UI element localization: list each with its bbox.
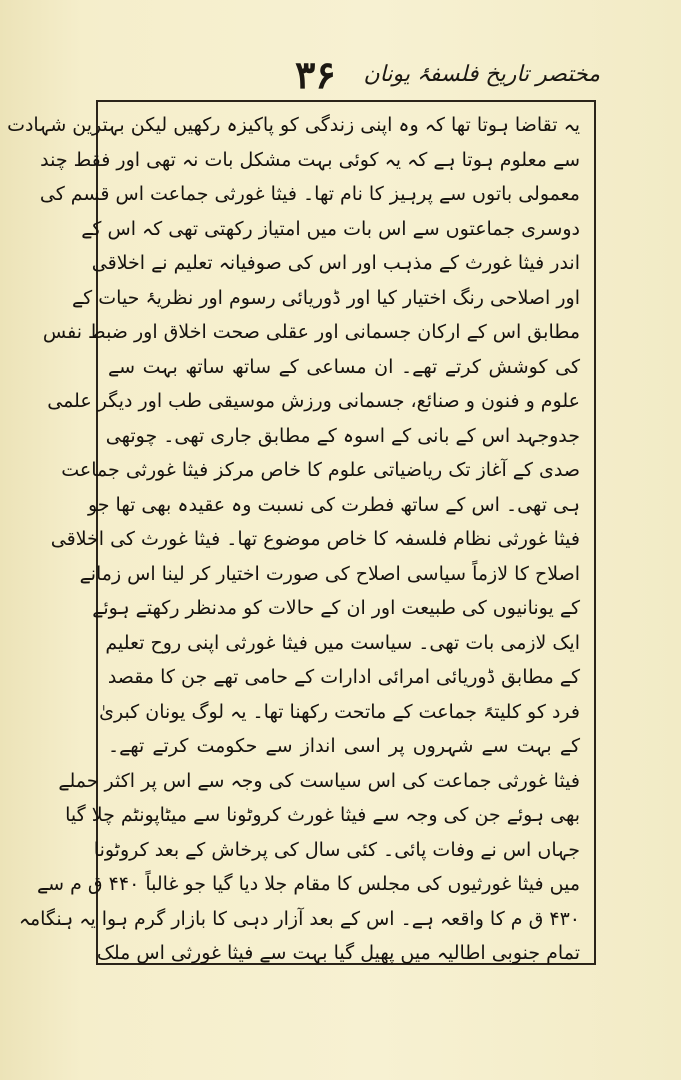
text-block-frame: [7, 100, 596, 965]
text-line: کی کوشش کرتے تھے۔ ان مساعی کے ساتھ ساتھ بہت سے: [108, 355, 580, 378]
running-title: مختصر تاریخ فلسفۂ یونان: [363, 62, 600, 87]
text-line: اصلاح کا لازماً سیاسی اصلاح کی صورت اختیار کر لینا اس زمانے: [79, 562, 580, 585]
text-line: ۴۳۰ ق م کا واقعہ ہے۔ اس کے بعد آزار دہی کا بازار گرم ہوا یہ ہنگامہ: [18, 907, 580, 930]
text-line: دوسری جماعتوں سے اس بات میں امتیاز رکھتی تھی کہ اس کے: [81, 217, 580, 240]
text-line: تمام جنوبی اطالیہ میں پھیل گیا بہت سے فیثا غورثی اس ملک: [96, 942, 580, 964]
text-line: کے بہت سے شہروں پر اسی انداز سے حکومت کرتے تھے۔: [108, 735, 580, 757]
text-line: علوم و فنون و صنائع، جسمانی ورزش موسیقی طب اور دیگر علمی: [47, 390, 580, 412]
text-line: بھی ہوئے جن کی وجہ سے فیثا غورث کروٹونا سے میٹاپونٹم چلا گیا: [65, 804, 580, 826]
text-line: یہ تقاضا ہوتا تھا کہ وہ اپنی زندگی کو پاکیزہ رکھیں لیکن بہترین شہادت: [7, 114, 580, 136]
text-line: سے معلوم ہوتا ہے کہ یہ کوئی بہت مشکل بات نہ تھی اور فقط چند: [40, 148, 580, 171]
page-number: ۳۶: [295, 52, 336, 97]
text-line: ایک لازمی بات تھی۔ سیاست میں فیثا غورثی اپنی روح تعلیم: [105, 631, 580, 654]
text-line: معمولی باتوں سے پرہیز کا نام تھا۔ فیثا غورثی جماعت اس قسم کی: [39, 183, 580, 205]
text-line: جدوجہد اس کے بانی کے اسوہ کے مطابق جاری تھی۔ چوتھی: [105, 424, 580, 447]
text-line: ہی تھی۔ اس کے ساتھ فطرت کی نسبت وہ عقیدہ بھی تھا جو: [87, 493, 580, 516]
text-line: جہاں اس نے وفات پائی۔ کئی سال کی پرخاش کے بعد کروٹونا: [93, 838, 580, 861]
text-line: صدی کے آغاز تک ریاضیاتی علوم کا خاص مرکز فیثا غورثی جماعت: [61, 459, 580, 481]
text-line: فرد کو کلیتہً جماعت کے ماتحت رکھنا تھا۔ یہ لوگ یونان کبریٰ: [99, 700, 580, 723]
text-line: مطابق اس کے ارکان جسمانی اور عقلی صحت اخلاق اور ضبط نفس: [42, 321, 580, 343]
text-line: کے مطابق ڈوریائی امرائی ادارات کے حامی تھے جن کا مقصد: [107, 666, 580, 688]
text-line: میں فیثا غورثیوں کی مجلس کا مقام جلا دیا گیا جو غالباً ۴۴۰ ق م سے: [36, 873, 580, 895]
text-line: اور اصلاحی رنگ اختیار کیا اور ڈوریائی رسوم اور نظریۂ حیات کے: [72, 286, 580, 309]
text-line: فیثا غورثی جماعت کی اس سیاست کی وجہ سے اس پر اکثر حملے: [58, 769, 580, 792]
page-header: [100, 52, 600, 102]
text-line: کے یونانیوں کی طبیعت اور ان کے حالات کو مدنظر رکھتے ہوئے: [92, 597, 580, 619]
text-line: فیثا غورثی نظام فلسفہ کا خاص موضوع تھا۔ فیثا غورث کی اخلاقی: [50, 528, 580, 550]
text-line: اندر فیثا غورث کے مذہب اور اس کی صوفیانہ تعلیم نے اخلاقی: [91, 252, 580, 274]
